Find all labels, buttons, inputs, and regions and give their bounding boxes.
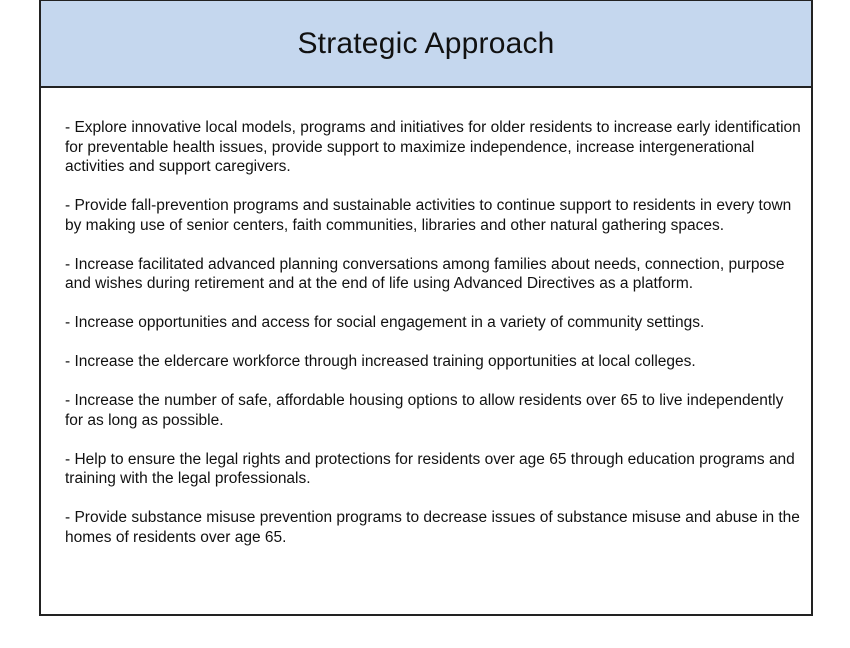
list-item: - Help to ensure the legal rights and protections for residents over age 65 through education programs and training with the legal professionals. — [65, 450, 795, 487]
content-panel — [39, 86, 813, 616]
list-item: - Increase facilitated advanced planning conversations among families about needs, connection, purpose and wishes during retirement and at the end of life using Advanced Directives as a platform. — [65, 255, 785, 292]
list-item: - Increase the eldercare workforce through increased training opportunities at local colleges. — [65, 353, 696, 370]
list-item: - Increase the number of safe, affordable housing options to allow residents over 65 to live independently for as long as possible. — [65, 392, 784, 429]
list-item: - Explore innovative local models, programs and initiatives for older residents to increase early identification for preventable health issues, provide support to maximize independence, increase intergenerational activities and support caregivers. — [65, 119, 801, 175]
list-item: - Increase opportunities and access for social engagement in a variety of community settings. — [65, 314, 705, 331]
list-item: - Provide substance misuse prevention programs to decrease issues of substance misuse and abuse in the homes of residents over age 65. — [65, 509, 800, 546]
list-item: - Provide fall-prevention programs and sustainable activities to continue support to residents in every town by making use of senior centers, faith communities, libraries and other natural gathering spaces. — [65, 197, 792, 234]
page-title: Strategic Approach — [297, 26, 555, 60]
strategy-list — [65, 118, 805, 567]
header-banner — [39, 0, 813, 88]
